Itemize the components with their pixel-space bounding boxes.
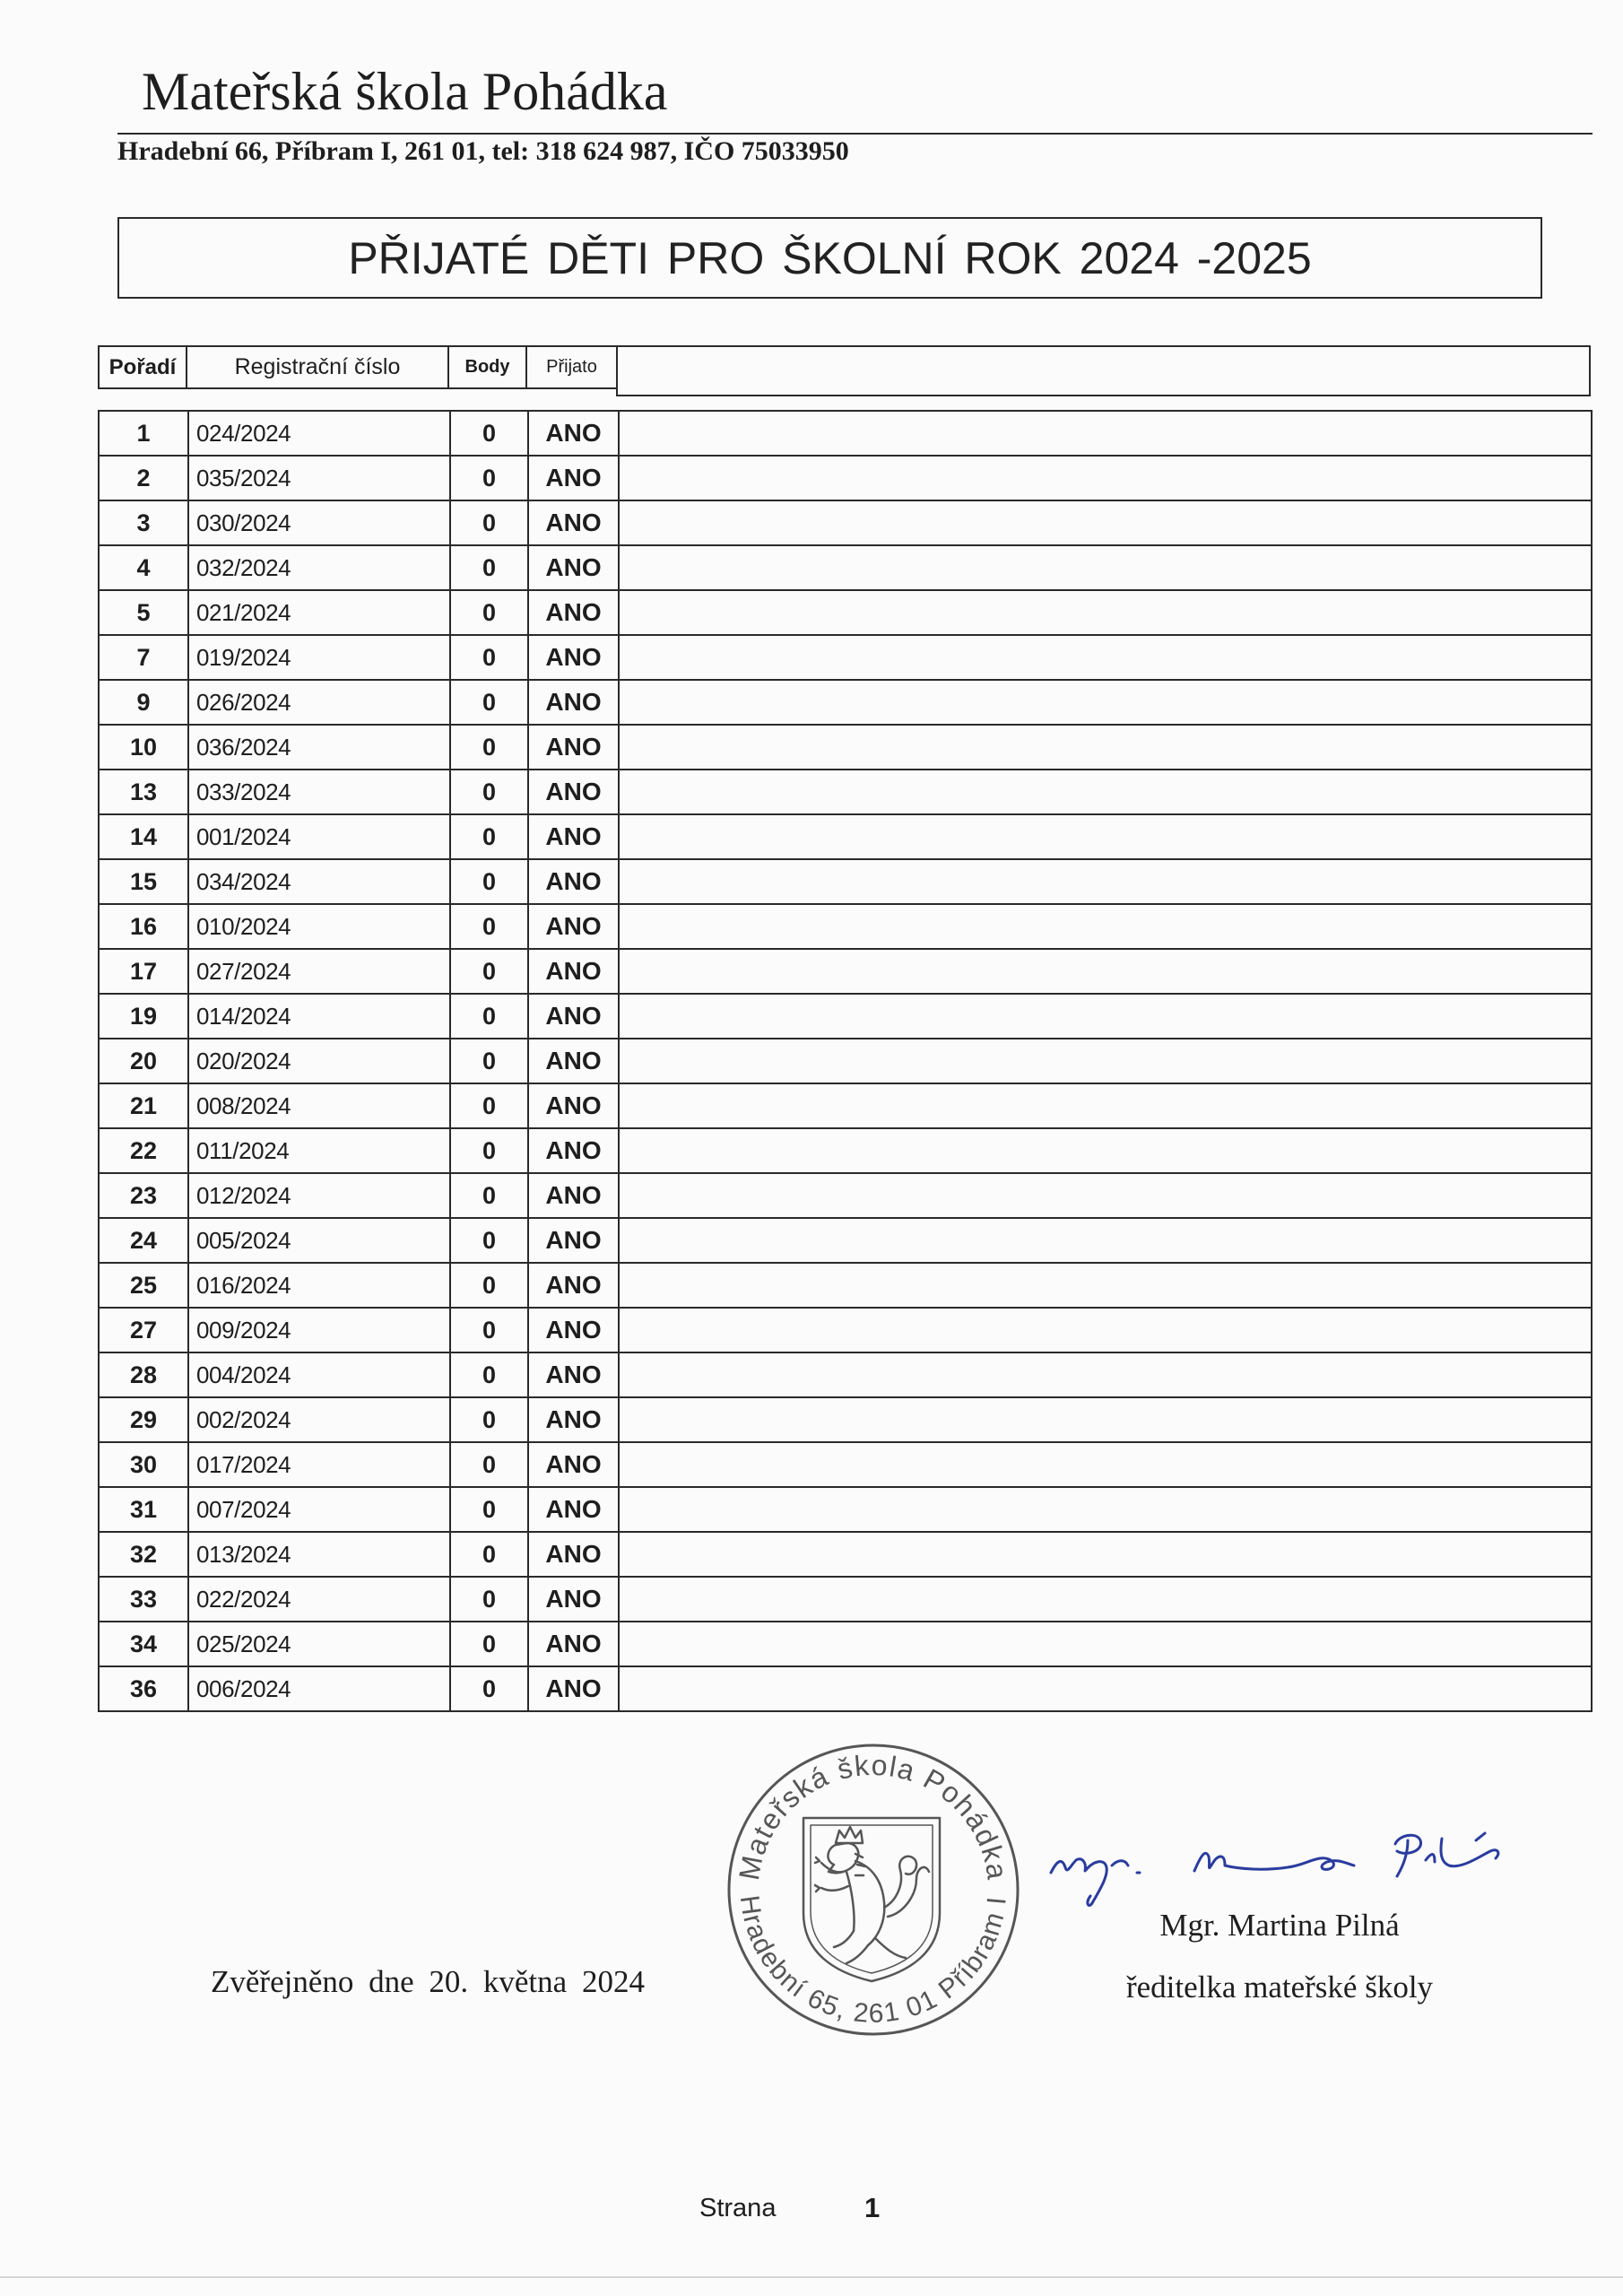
order-cell: 20 xyxy=(99,1039,188,1083)
registration-number-cell: 010/2024 xyxy=(188,904,450,949)
table-row xyxy=(99,1397,1592,1442)
handwritten-signature xyxy=(1040,1821,1515,1919)
registration-number-cell: 017/2024 xyxy=(188,1442,450,1487)
registration-number-cell: 030/2024 xyxy=(188,500,450,545)
lion-double-tail-icon xyxy=(884,1857,929,1917)
lion-hind-legs-icon xyxy=(834,1931,906,1963)
registration-number-cell: 026/2024 xyxy=(188,680,450,725)
accepted-cell: ANO xyxy=(528,1039,619,1083)
table-row xyxy=(99,1128,1592,1173)
empty-cell xyxy=(619,949,1592,994)
points-cell: 0 xyxy=(450,1173,528,1218)
accepted-cell: ANO xyxy=(528,814,619,859)
empty-cell xyxy=(619,1532,1592,1577)
table-row xyxy=(99,590,1592,635)
order-cell: 2 xyxy=(99,456,188,500)
accepted-cell: ANO xyxy=(528,1263,619,1308)
table-row xyxy=(99,1666,1592,1711)
accepted-cell: ANO xyxy=(528,770,619,814)
table-row xyxy=(99,1622,1592,1666)
school-name: Mateřská škola Pohádka xyxy=(142,62,668,121)
empty-cell xyxy=(619,1173,1592,1218)
points-cell: 0 xyxy=(450,635,528,680)
registration-number-cell: 027/2024 xyxy=(188,949,450,994)
page-number: 1 xyxy=(864,2192,881,2223)
stamp-bottom-text: Hradební 65, 261 01 Příbram I xyxy=(733,1893,1012,2029)
points-cell: 0 xyxy=(450,949,528,994)
order-cell: 23 xyxy=(99,1173,188,1218)
empty-cell xyxy=(619,770,1592,814)
registration-number-cell: 004/2024 xyxy=(188,1352,450,1397)
empty-cell xyxy=(619,1263,1592,1308)
order-cell: 33 xyxy=(99,1577,188,1622)
empty-cell xyxy=(619,500,1592,545)
empty-cell xyxy=(619,1397,1592,1442)
table-row xyxy=(99,1532,1592,1577)
points-cell: 0 xyxy=(450,1352,528,1397)
registration-number-cell: 033/2024 xyxy=(188,770,450,814)
school-stamp xyxy=(721,1737,1026,2042)
order-cell: 7 xyxy=(99,635,188,680)
order-cell: 9 xyxy=(99,680,188,725)
order-cell: 29 xyxy=(99,1397,188,1442)
registration-number-cell: 020/2024 xyxy=(188,1039,450,1083)
order-cell: 28 xyxy=(99,1352,188,1397)
order-cell: 21 xyxy=(99,1083,188,1128)
empty-cell xyxy=(619,1352,1592,1397)
admissions-table xyxy=(98,410,1593,1712)
points-cell: 0 xyxy=(450,1128,528,1173)
table-row xyxy=(99,1173,1592,1218)
table-row xyxy=(99,500,1592,545)
points-cell: 0 xyxy=(450,1263,528,1308)
column-header-accepted: Přijato xyxy=(525,345,618,389)
order-cell: 13 xyxy=(99,770,188,814)
empty-cell xyxy=(619,545,1592,590)
order-cell: 19 xyxy=(99,994,188,1039)
table-row xyxy=(99,994,1592,1039)
registration-number-cell: 025/2024 xyxy=(188,1622,450,1666)
stamp-top-label xyxy=(733,1749,1014,1883)
signatory-block xyxy=(1055,1909,1504,2003)
points-cell: 0 xyxy=(450,1039,528,1083)
registration-number-cell: 008/2024 xyxy=(188,1083,450,1128)
points-cell: 0 xyxy=(450,859,528,904)
empty-cell xyxy=(619,725,1592,770)
order-cell: 32 xyxy=(99,1532,188,1577)
admissions-table-body xyxy=(99,411,1592,1711)
coat-of-arms-icon xyxy=(803,1818,940,1981)
table-header xyxy=(98,345,1591,397)
registration-number-cell: 007/2024 xyxy=(188,1487,450,1532)
table-row xyxy=(99,1083,1592,1128)
empty-cell xyxy=(619,680,1592,725)
stamp-bottom-label xyxy=(734,1893,1012,2029)
table-row xyxy=(99,1577,1592,1622)
accepted-cell: ANO xyxy=(528,1577,619,1622)
table-row xyxy=(99,770,1592,814)
points-cell: 0 xyxy=(450,1577,528,1622)
points-cell: 0 xyxy=(450,456,528,500)
table-row xyxy=(99,904,1592,949)
table-row xyxy=(99,1352,1592,1397)
points-cell: 0 xyxy=(450,994,528,1039)
accepted-cell: ANO xyxy=(528,1128,619,1173)
accepted-cell: ANO xyxy=(528,725,619,770)
scan-edge-line xyxy=(0,2276,1623,2278)
table-row xyxy=(99,814,1592,859)
empty-cell xyxy=(619,1666,1592,1711)
order-cell: 1 xyxy=(99,411,188,456)
accepted-cell: ANO xyxy=(528,1532,619,1577)
accepted-cell: ANO xyxy=(528,1622,619,1666)
table-row xyxy=(99,1218,1592,1263)
points-cell: 0 xyxy=(450,411,528,456)
registration-number-cell: 032/2024 xyxy=(188,545,450,590)
order-cell: 25 xyxy=(99,1263,188,1308)
points-cell: 0 xyxy=(450,770,528,814)
empty-cell xyxy=(619,814,1592,859)
order-cell: 16 xyxy=(99,904,188,949)
column-header-registration-number: Registrační číslo xyxy=(186,345,449,389)
table-row xyxy=(99,949,1592,994)
points-cell: 0 xyxy=(450,1666,528,1711)
registration-number-cell: 014/2024 xyxy=(188,994,450,1039)
accepted-cell: ANO xyxy=(528,1083,619,1128)
empty-cell xyxy=(619,859,1592,904)
accepted-cell: ANO xyxy=(528,994,619,1039)
column-header-empty xyxy=(616,345,1591,396)
empty-cell xyxy=(619,1039,1592,1083)
signatory-name: Mgr. Martina Pilná xyxy=(1159,1908,1400,1943)
order-cell: 31 xyxy=(99,1487,188,1532)
signature-stroke-1 xyxy=(1051,1859,1140,1906)
empty-cell xyxy=(619,590,1592,635)
empty-cell xyxy=(619,456,1592,500)
points-cell: 0 xyxy=(450,680,528,725)
empty-cell xyxy=(619,1442,1592,1487)
points-cell: 0 xyxy=(450,904,528,949)
lion-crown-icon xyxy=(836,1827,863,1843)
order-cell: 24 xyxy=(99,1218,188,1263)
table-row xyxy=(99,1308,1592,1352)
accepted-cell: ANO xyxy=(528,456,619,500)
registration-number-cell: 001/2024 xyxy=(188,814,450,859)
accepted-cell: ANO xyxy=(528,1218,619,1263)
registration-number-cell: 019/2024 xyxy=(188,635,450,680)
table-row xyxy=(99,725,1592,770)
accepted-cell: ANO xyxy=(528,590,619,635)
order-cell: 14 xyxy=(99,814,188,859)
registration-number-cell: 012/2024 xyxy=(188,1173,450,1218)
registration-number-cell: 036/2024 xyxy=(188,725,450,770)
table-row xyxy=(99,545,1592,590)
stamp-top-text: Mateřská škola Pohádka xyxy=(733,1748,1014,1883)
table-row xyxy=(99,859,1592,904)
points-cell: 0 xyxy=(450,1083,528,1128)
empty-cell xyxy=(619,1218,1592,1263)
order-cell: 4 xyxy=(99,545,188,590)
order-cell: 17 xyxy=(99,949,188,994)
accepted-cell: ANO xyxy=(528,1308,619,1352)
order-cell: 3 xyxy=(99,500,188,545)
accepted-cell: ANO xyxy=(528,859,619,904)
shield-inner-outline xyxy=(811,1825,933,1973)
accepted-cell: ANO xyxy=(528,904,619,949)
registration-number-cell: 034/2024 xyxy=(188,859,450,904)
title-box xyxy=(117,217,1542,299)
points-cell: 0 xyxy=(450,1442,528,1487)
table-row xyxy=(99,1263,1592,1308)
column-header-order: Pořadí xyxy=(98,345,187,389)
table-row xyxy=(99,1487,1592,1532)
registration-number-cell: 009/2024 xyxy=(188,1308,450,1352)
publication-date: Zvěřejněno dne 20. května 2024 xyxy=(211,1964,645,1999)
empty-cell xyxy=(619,904,1592,949)
registration-number-cell: 024/2024 xyxy=(188,411,450,456)
accepted-cell: ANO xyxy=(528,1442,619,1487)
order-cell: 5 xyxy=(99,590,188,635)
points-cell: 0 xyxy=(450,500,528,545)
points-cell: 0 xyxy=(450,1397,528,1442)
empty-cell xyxy=(619,1577,1592,1622)
order-cell: 27 xyxy=(99,1308,188,1352)
empty-cell xyxy=(619,1487,1592,1532)
empty-cell xyxy=(619,1128,1592,1173)
registration-number-cell: 035/2024 xyxy=(188,456,450,500)
points-cell: 0 xyxy=(450,590,528,635)
lion-head-icon xyxy=(828,1843,858,1873)
registration-number-cell: 006/2024 xyxy=(188,1666,450,1711)
signatory-role: ředitelka mateřské školy xyxy=(1125,1970,1434,2005)
accepted-cell: ANO xyxy=(528,1666,619,1711)
table-row xyxy=(99,456,1592,500)
registration-number-cell: 013/2024 xyxy=(188,1532,450,1577)
accepted-cell: ANO xyxy=(528,500,619,545)
empty-cell xyxy=(619,1308,1592,1352)
header-divider xyxy=(117,133,1593,135)
accepted-cell: ANO xyxy=(528,949,619,994)
accepted-cell: ANO xyxy=(528,635,619,680)
points-cell: 0 xyxy=(450,1308,528,1352)
shield-outline xyxy=(803,1818,940,1981)
table-row xyxy=(99,1039,1592,1083)
empty-cell xyxy=(619,1083,1592,1128)
empty-cell xyxy=(619,1622,1592,1666)
order-cell: 36 xyxy=(99,1666,188,1711)
stamp-outer-ring xyxy=(729,1745,1018,2034)
signature-stroke-2 xyxy=(1194,1853,1354,1871)
order-cell: 15 xyxy=(99,859,188,904)
points-cell: 0 xyxy=(450,1532,528,1577)
empty-cell xyxy=(619,635,1592,680)
accepted-cell: ANO xyxy=(528,1397,619,1442)
document-title: PŘIJATÉ DĚTI PRO ŠKOLNÍ ROK 2024 -2025 xyxy=(348,232,1312,283)
accepted-cell: ANO xyxy=(528,1173,619,1218)
table-row xyxy=(99,1442,1592,1487)
empty-cell xyxy=(619,994,1592,1039)
registration-number-cell: 016/2024 xyxy=(188,1263,450,1308)
accepted-cell: ANO xyxy=(528,1487,619,1532)
table-row xyxy=(99,680,1592,725)
order-cell: 34 xyxy=(99,1622,188,1666)
points-cell: 0 xyxy=(450,1218,528,1263)
empty-cell xyxy=(619,411,1592,456)
accepted-cell: ANO xyxy=(528,1352,619,1397)
points-cell: 0 xyxy=(450,814,528,859)
school-address: Hradební 66, Příbram I, 261 01, tel: 318 624 987, IČO 75033950 xyxy=(117,136,849,166)
table-row xyxy=(99,411,1592,456)
points-cell: 0 xyxy=(450,1487,528,1532)
registration-number-cell: 011/2024 xyxy=(188,1128,450,1173)
accepted-cell: ANO xyxy=(528,680,619,725)
order-cell: 22 xyxy=(99,1128,188,1173)
page-label: Strana xyxy=(699,2194,777,2222)
signature-stroke-3 xyxy=(1395,1833,1498,1876)
points-cell: 0 xyxy=(450,725,528,770)
column-header-points: Body xyxy=(447,345,527,389)
registration-number-cell: 005/2024 xyxy=(188,1218,450,1263)
accepted-cell: ANO xyxy=(528,545,619,590)
registration-number-cell: 022/2024 xyxy=(188,1577,450,1622)
registration-number-cell: 021/2024 xyxy=(188,590,450,635)
points-cell: 0 xyxy=(450,1622,528,1666)
registration-number-cell: 002/2024 xyxy=(188,1397,450,1442)
accepted-cell: ANO xyxy=(528,411,619,456)
points-cell: 0 xyxy=(450,545,528,590)
order-cell: 10 xyxy=(99,725,188,770)
table-row xyxy=(99,635,1592,680)
order-cell: 30 xyxy=(99,1442,188,1487)
